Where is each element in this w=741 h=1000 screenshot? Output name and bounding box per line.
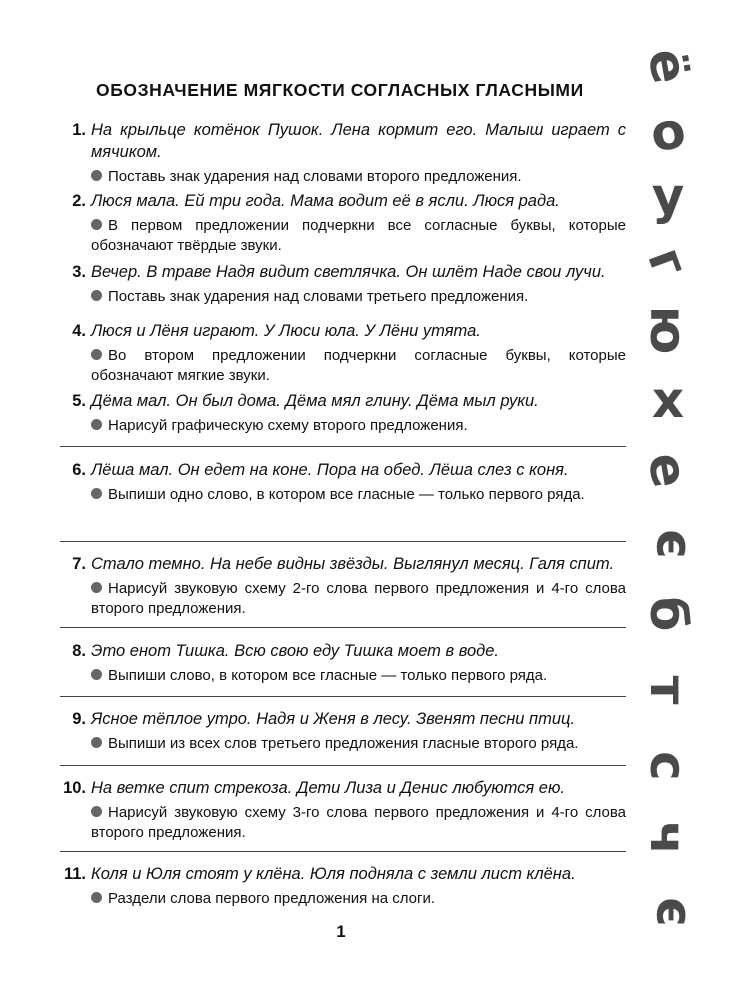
task-number: 7. [72,555,86,573]
task-text: Ясное тёплое утро. Надя и Женя в лесу. Звенят песни птиц. [91,710,576,728]
decorative-letter: х [651,371,685,429]
bullet-icon [91,290,102,301]
task-number: 2. [72,192,86,210]
task-11 [60,863,626,909]
task-instruction-text: В первом предложении подчеркни все согласные буквы, которые обозначают твёрдые звуки. [91,217,626,254]
task-instruction [91,346,626,386]
task-5 [60,390,626,436]
task-instruction-text: Поставь знак ударения над словами второго предложения. [108,168,522,185]
task-8 [60,640,626,686]
task-6 [60,459,626,505]
separator-line [60,696,626,697]
task-3 [60,261,626,307]
task-number: 11. [63,865,86,883]
task-text: Лёша мал. Он едет на коне. Пора на обед. Лёша слез с коня. [91,461,569,479]
task-instruction [91,579,626,619]
decorative-letter: э [639,897,697,927]
task-instruction-text: Нарисуй звуковую схему 2-го слова первого предложения и 4-го слова второго предложения. [91,580,626,617]
page-title: ОБОЗНАЧЕНИЕ МЯГКОСТИ СОГЛАСНЫХ ГЛАСНЫМИ [96,80,584,100]
task-1 [60,119,626,187]
bullet-icon [91,669,102,680]
task-number: 3. [72,263,86,281]
separator-line [60,446,626,447]
task-text: Люся и Лёня играют. У Люси юла. У Лёни утята. [91,322,481,340]
decorative-letter: ч [639,820,697,856]
task-2 [60,190,626,256]
task-number: 5. [72,392,86,410]
decorative-letter: б [639,596,697,632]
task-instruction-text: Раздели слова первого предложения на слоги. [108,890,436,907]
task-text: На ветке спит стрекоза. Дети Лиза и Денис любуются ею. [91,779,565,797]
task-4 [60,320,626,386]
task-instruction-text: Выпиши одно слово, в котором все гласные — только первого ряда. [108,486,585,503]
task-instruction-text: Выпиши из всех слов третьего предложения гласные второго ряда. [108,735,579,752]
task-7 [60,553,626,619]
task-instruction [91,167,626,187]
page-number: 1 [336,922,346,941]
task-text: Стало темно. На небе видны звёзды. Выглянул месяц. Галя спит. [91,555,615,573]
decorative-letter: о [646,100,690,164]
bullet-icon [91,419,102,430]
bullet-icon [91,892,102,903]
separator-line [60,627,626,628]
separator-line [60,765,626,766]
decorative-letter: ю [639,305,697,355]
task-number: 4. [72,322,86,340]
task-number: 6. [72,461,86,479]
decorative-letter: ё [636,44,700,88]
task-instruction [91,666,626,686]
bullet-icon [91,488,102,499]
task-10 [60,777,626,843]
separator-line [60,851,626,852]
task-instruction [91,889,626,909]
task-instruction [91,734,626,754]
task-instruction-text: Нарисуй графическую схему второго предложения. [108,417,468,434]
task-instruction-text: Во втором предложении подчеркни согласные буквы, которые обозначают мягкие звуки. [91,347,626,384]
task-number: 1. [72,121,86,139]
decorative-letter: г [636,239,700,285]
bullet-icon [91,737,102,748]
task-instruction [91,485,626,505]
decorative-letter: с [639,751,697,781]
decorative-letter: э [639,529,697,559]
task-instruction [91,416,626,436]
decorative-letter: у [651,167,685,225]
task-instruction-text: Поставь знак ударения над словами третьего предложения. [108,288,529,305]
task-9 [60,708,626,754]
task-instruction [91,216,626,256]
task-instruction-text: Выпиши слово, в котором все гласные — только первого ряда. [108,667,548,684]
task-text: Дёма мал. Он был дома. Дёма мял глину. Дёма мыл руки. [91,392,539,410]
task-text: Коля и Юля стоят у клёна. Юля подняла с земли лист клёна. [91,865,576,883]
task-text: Вечер. В траве Надя видит светлячка. Он шлёт Наде свои лучи. [91,263,606,281]
task-text: Люся мала. Ей три года. Мама водит её в ясли. Люся рада. [91,192,560,210]
decorative-letter: е [636,448,700,492]
task-number: 9. [72,710,86,728]
task-number: 8. [72,642,86,660]
task-text: Это енот Тишка. Всю свою еду Тишка моет в воде. [91,642,500,660]
bullet-icon [91,349,102,360]
bullet-icon [91,582,102,593]
task-instruction-text: Нарисуй звуковую схему 3-го слова первого предложения и 4-го слова второго предложения. [91,804,626,841]
task-instruction [91,803,626,843]
bullet-icon [91,219,102,230]
decorative-letters-column [618,36,728,986]
decorative-letter: т [639,675,697,705]
separator-line [60,541,626,542]
task-number: 10. [63,779,86,797]
bullet-icon [91,806,102,817]
bullet-icon [91,170,102,181]
task-text: На крыльце котёнок Пушок. Лена кормит его. Малыш играет с мячиком. [91,121,626,161]
task-instruction [91,287,626,307]
